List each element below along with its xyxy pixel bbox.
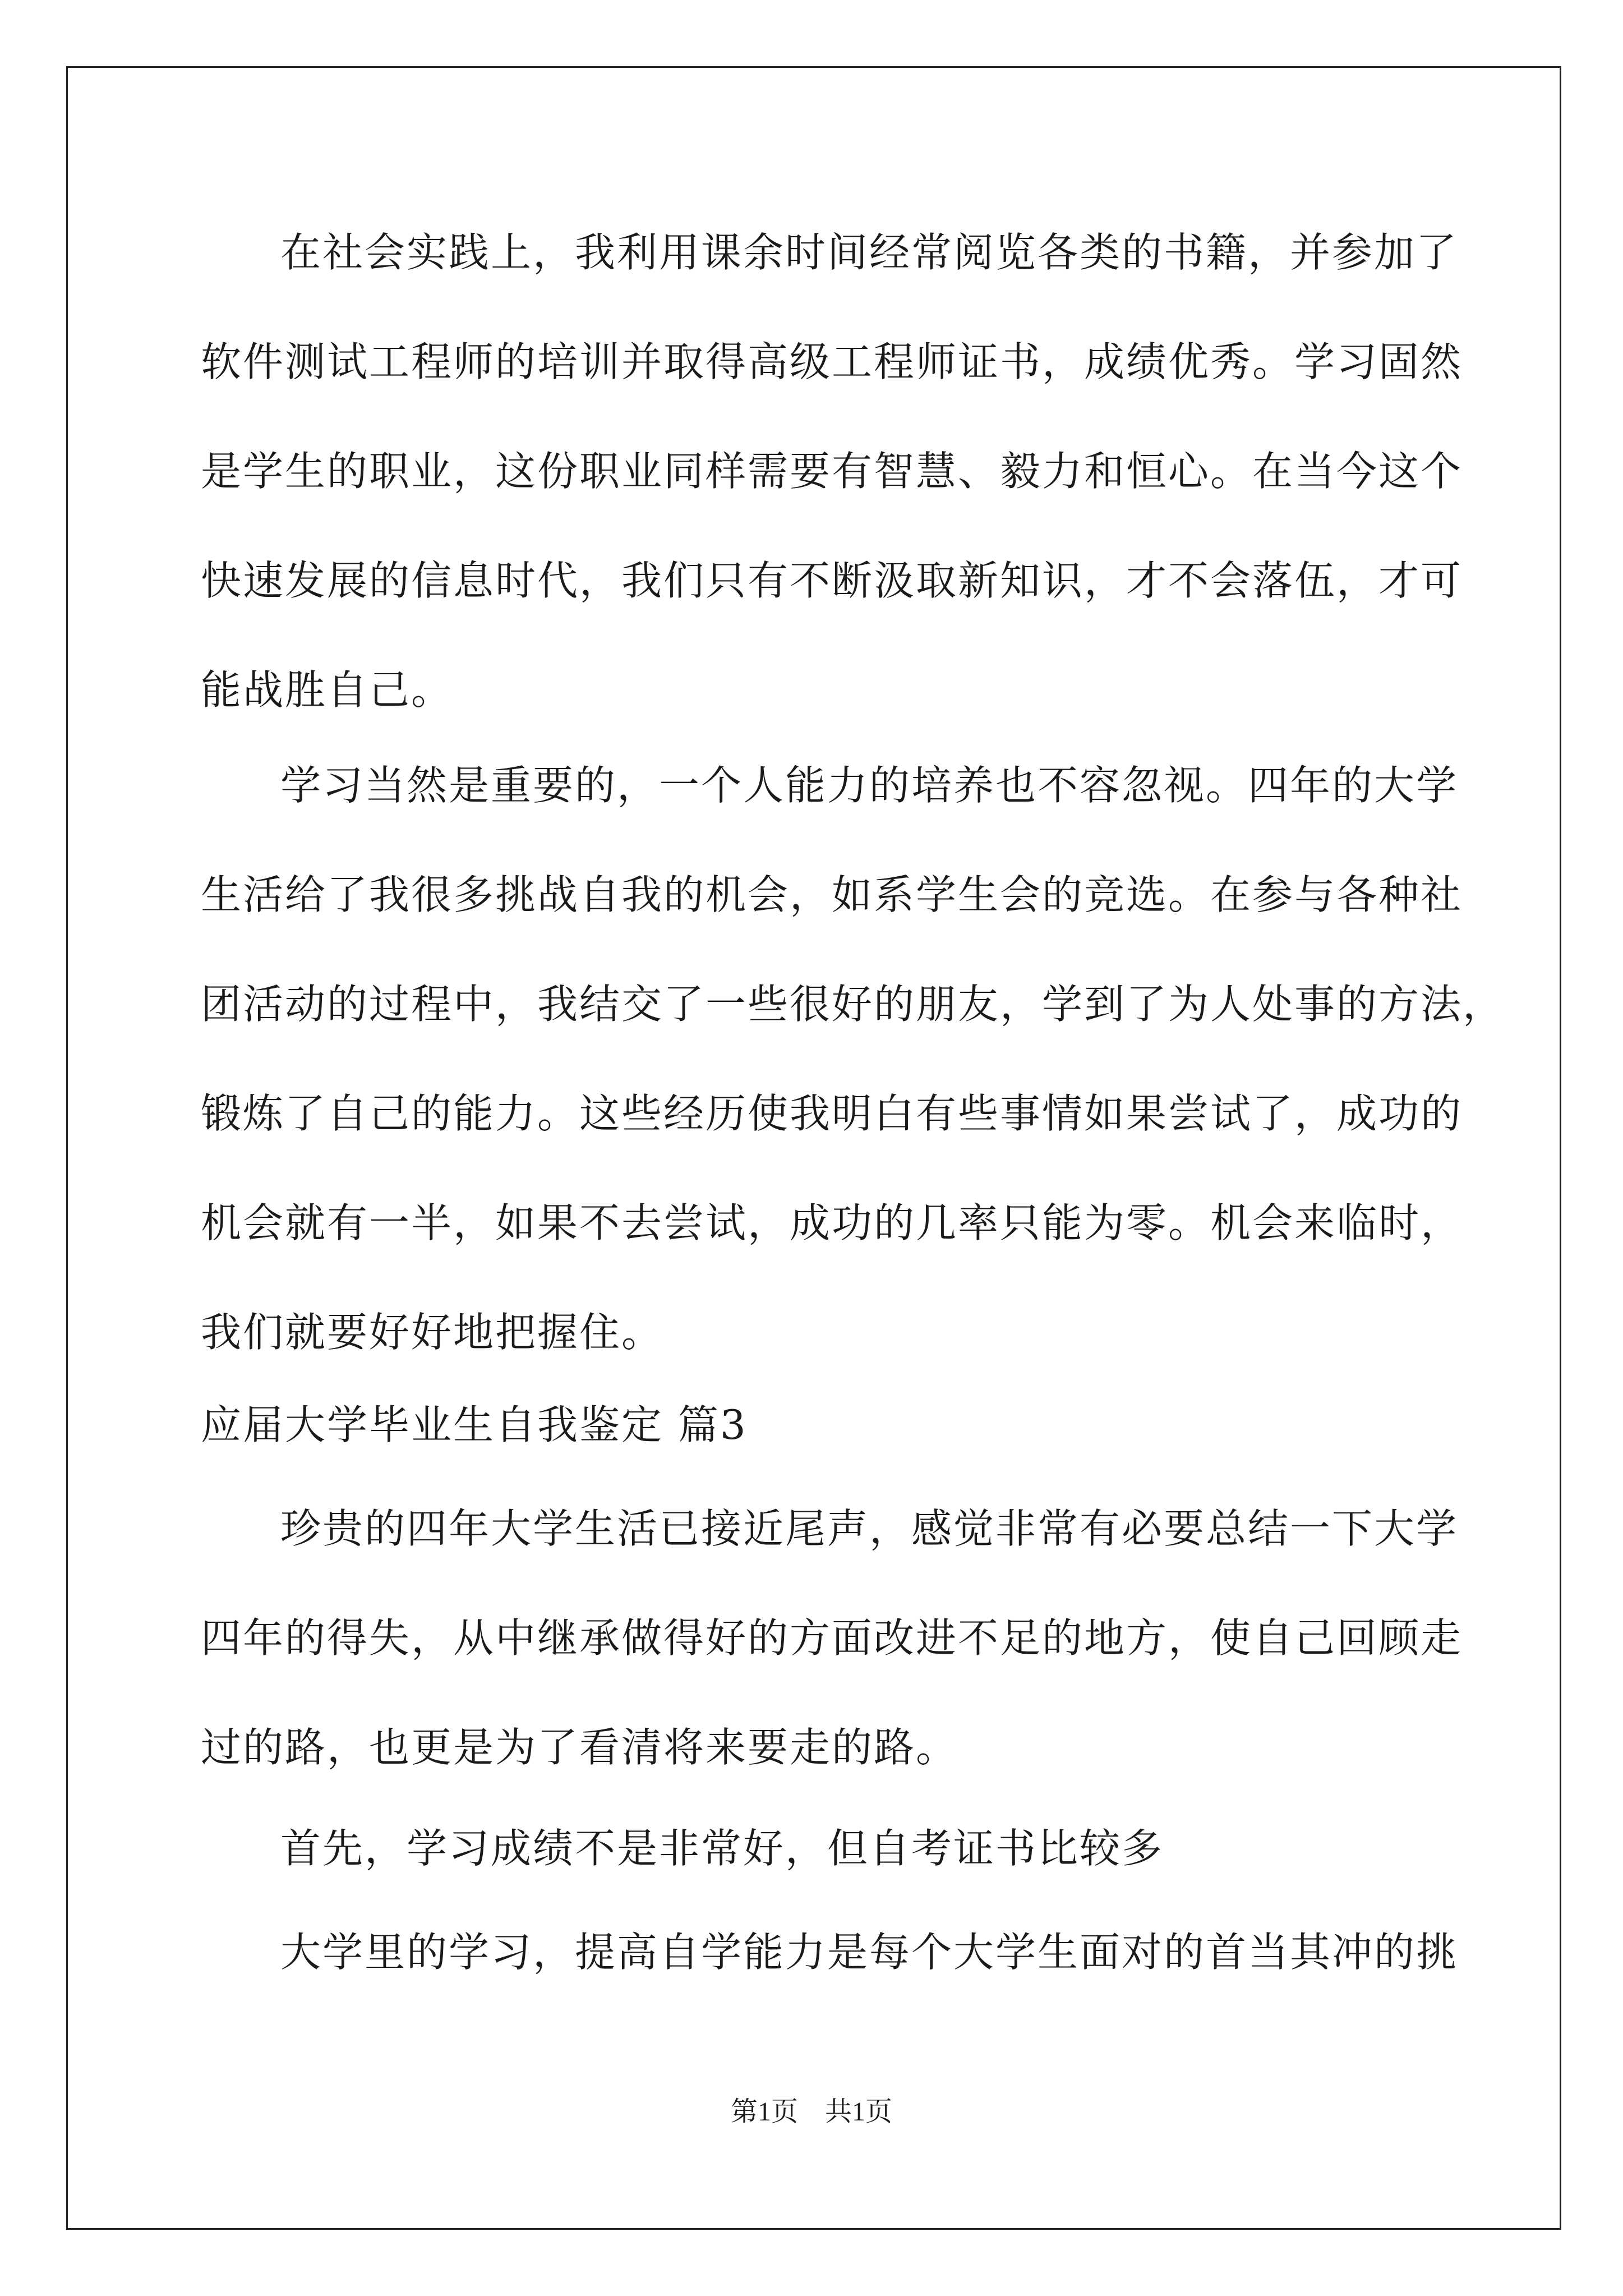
- page-border: [66, 66, 1561, 2230]
- paragraph-line: 团活动的过程中，我结交了一些很好的朋友，学到了为人处事的方法，: [201, 981, 1505, 1028]
- section-heading: 应届大学毕业生自我鉴定 篇3: [201, 1401, 748, 1448]
- page-number-footer: 第1页 共1页: [730, 2097, 892, 2127]
- paragraph-line: 锻炼了自己的能力。这些经历使我明白有些事情如果尝试了，成功的: [201, 1090, 1463, 1137]
- paragraph-line: 是学生的职业，这份职业同样需要有智慧、毅力和恒心。在当今这个: [201, 448, 1463, 495]
- paragraph-line: 首先，学习成绩不是非常好，但自考证书比较多: [280, 1825, 1164, 1872]
- paragraph-line: 机会就有一半，如果不去尝试，成功的几率只能为零。机会来临时，: [201, 1199, 1463, 1246]
- paragraph-line: 大学里的学习，提高自学能力是每个大学生面对的首当其冲的挑: [280, 1929, 1459, 1976]
- paragraph-line: 学习当然是重要的，一个人能力的培养也不容忽视。四年的大学: [280, 762, 1459, 809]
- paragraph-line: 快速发展的信息时代，我们只有不断汲取新知识，才不会落伍，才可: [201, 557, 1463, 604]
- paragraph-line: 软件测试工程师的培训并取得高级工程师证书，成绩优秀。学习固然: [201, 338, 1463, 385]
- paragraph-line: 过的路，也更是为了看清将来要走的路。: [201, 1724, 958, 1771]
- paragraph-line: 生活给了我很多挑战自我的机会，如系学生会的竞选。在参与各种社: [201, 871, 1463, 918]
- paragraph-line: 在社会实践上，我利用课余时间经常阅览各类的书籍，并参加了: [280, 229, 1459, 276]
- paragraph-line: 我们就要好好地把握住。: [201, 1309, 664, 1356]
- paragraph-line: 四年的得失，从中继承做得好的方面改进不足的地方，使自己回顾走: [201, 1614, 1463, 1662]
- paragraph-line: 能战胜自己。: [201, 666, 454, 714]
- paragraph-line: 珍贵的四年大学生活已接近尾声，感觉非常有必要总结一下大学: [280, 1505, 1459, 1552]
